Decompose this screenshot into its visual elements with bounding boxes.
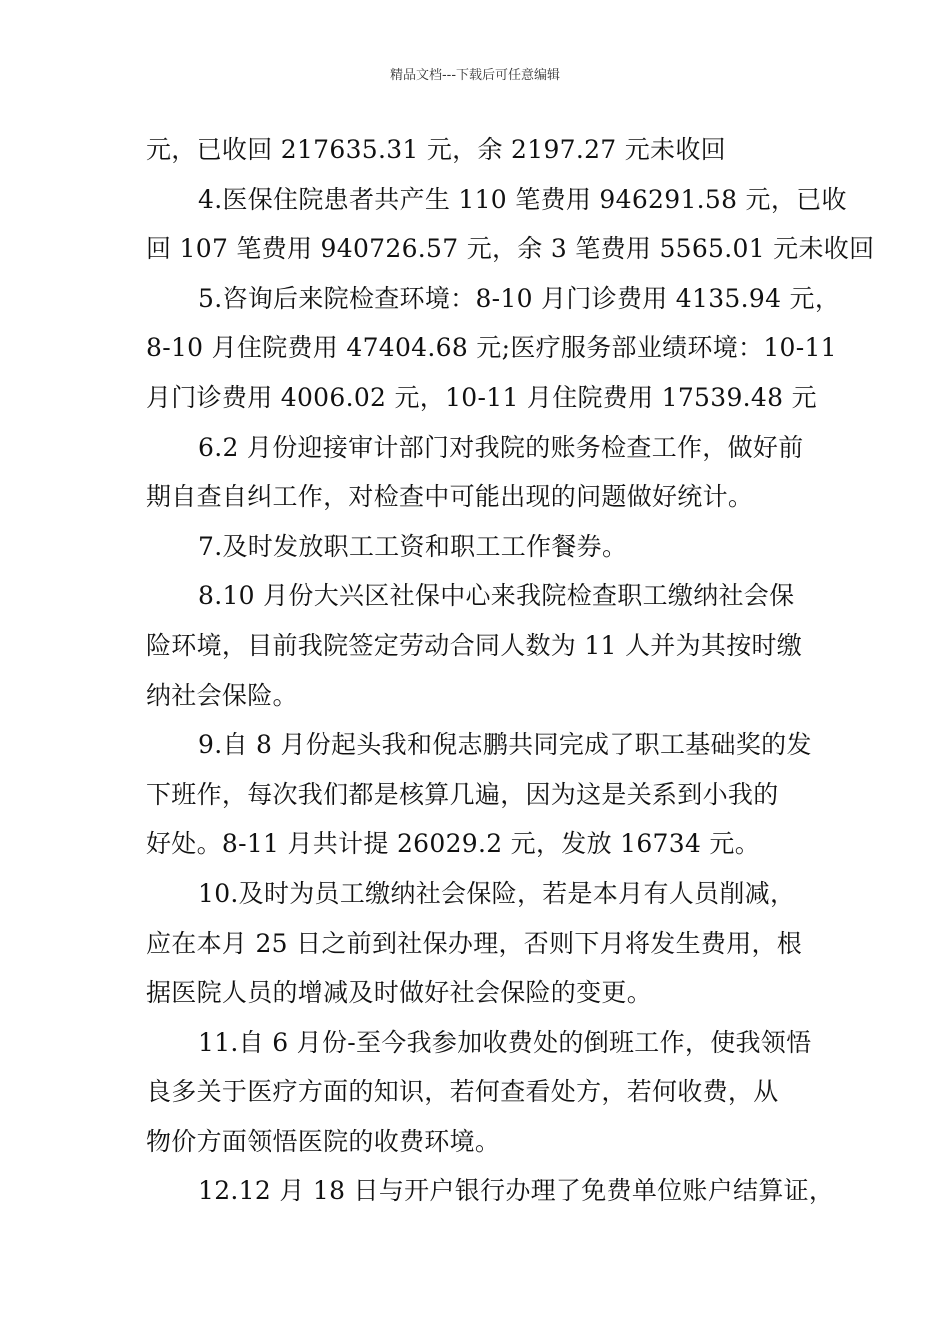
text-line: 5.咨询后来院检查环境：8-10 月门诊费用 4135.94 元， <box>198 283 841 313</box>
text-line: 4.医保住院患者共产生 110 笔费用 946291.58 元，已收 <box>198 184 847 214</box>
text-line: 良多关于医疗方面的知识，若何查看处方，若何收费，从 <box>146 1077 779 1107</box>
text-line: 据医院人员的增减及时做好社会保险的变更。 <box>146 978 653 1008</box>
text-line: 险环境，目前我院签定劳动合同人数为 11 人并为其按时缴 <box>146 630 803 660</box>
page-header: 精品文档---下载后可任意编辑 <box>389 68 561 83</box>
text-line: 8-10 月住院费用 47404.68 元;医疗服务部业绩环境：10-11 <box>146 333 837 363</box>
document-body <box>146 125 875 1216</box>
text-line: 月门诊费用 4006.02 元，10-11 月住院费用 17539.48 元 <box>146 382 817 412</box>
text-line: 应在本月 25 日之前到社保办理，否则下月将发生费用，根 <box>146 928 803 958</box>
text-line: 物价方面领悟医院的收费环境。 <box>146 1126 501 1156</box>
text-line: 10.及时为员工缴纳社会保险，若是本月有人员削减， <box>198 878 796 908</box>
text-line: 6.2 月份迎接审计部门对我院的账务检查工作，做好前 <box>198 432 804 462</box>
text-line: 下班作，每次我们都是核算几遍，因为这是关系到小我的 <box>146 779 779 809</box>
text-line: 12.12 月 18 日与开户银行办理了免费单位账户结算证， <box>198 1176 835 1206</box>
text-line: 9.自 8 月份起头我和倪志鹏共同完成了职工基础奖的发 <box>198 730 812 760</box>
text-line: 好处。8-11 月共计提 26029.2 元，发放 16734 元。 <box>146 829 761 859</box>
text-line: 8.10 月份大兴区社保中心来我院检查职工缴纳社会保 <box>198 581 795 611</box>
text-line: 元，已收回 217635.31 元，余 2197.27 元未收回 <box>146 135 726 164</box>
text-line: 11.自 6 月份-至今我参加收费处的倒班工作，使我领悟 <box>198 1027 812 1057</box>
text-line: 期自查自纠工作，对检查中可能出现的问题做好统计。 <box>146 482 754 512</box>
text-line: 7.及时发放职工工资和职工工作餐券。 <box>198 531 628 561</box>
text-line: 回 107 笔费用 940726.57 元，余 3 笔费用 5565.01 元未收回 <box>146 234 875 264</box>
text-line: 纳社会保险。 <box>146 680 298 710</box>
